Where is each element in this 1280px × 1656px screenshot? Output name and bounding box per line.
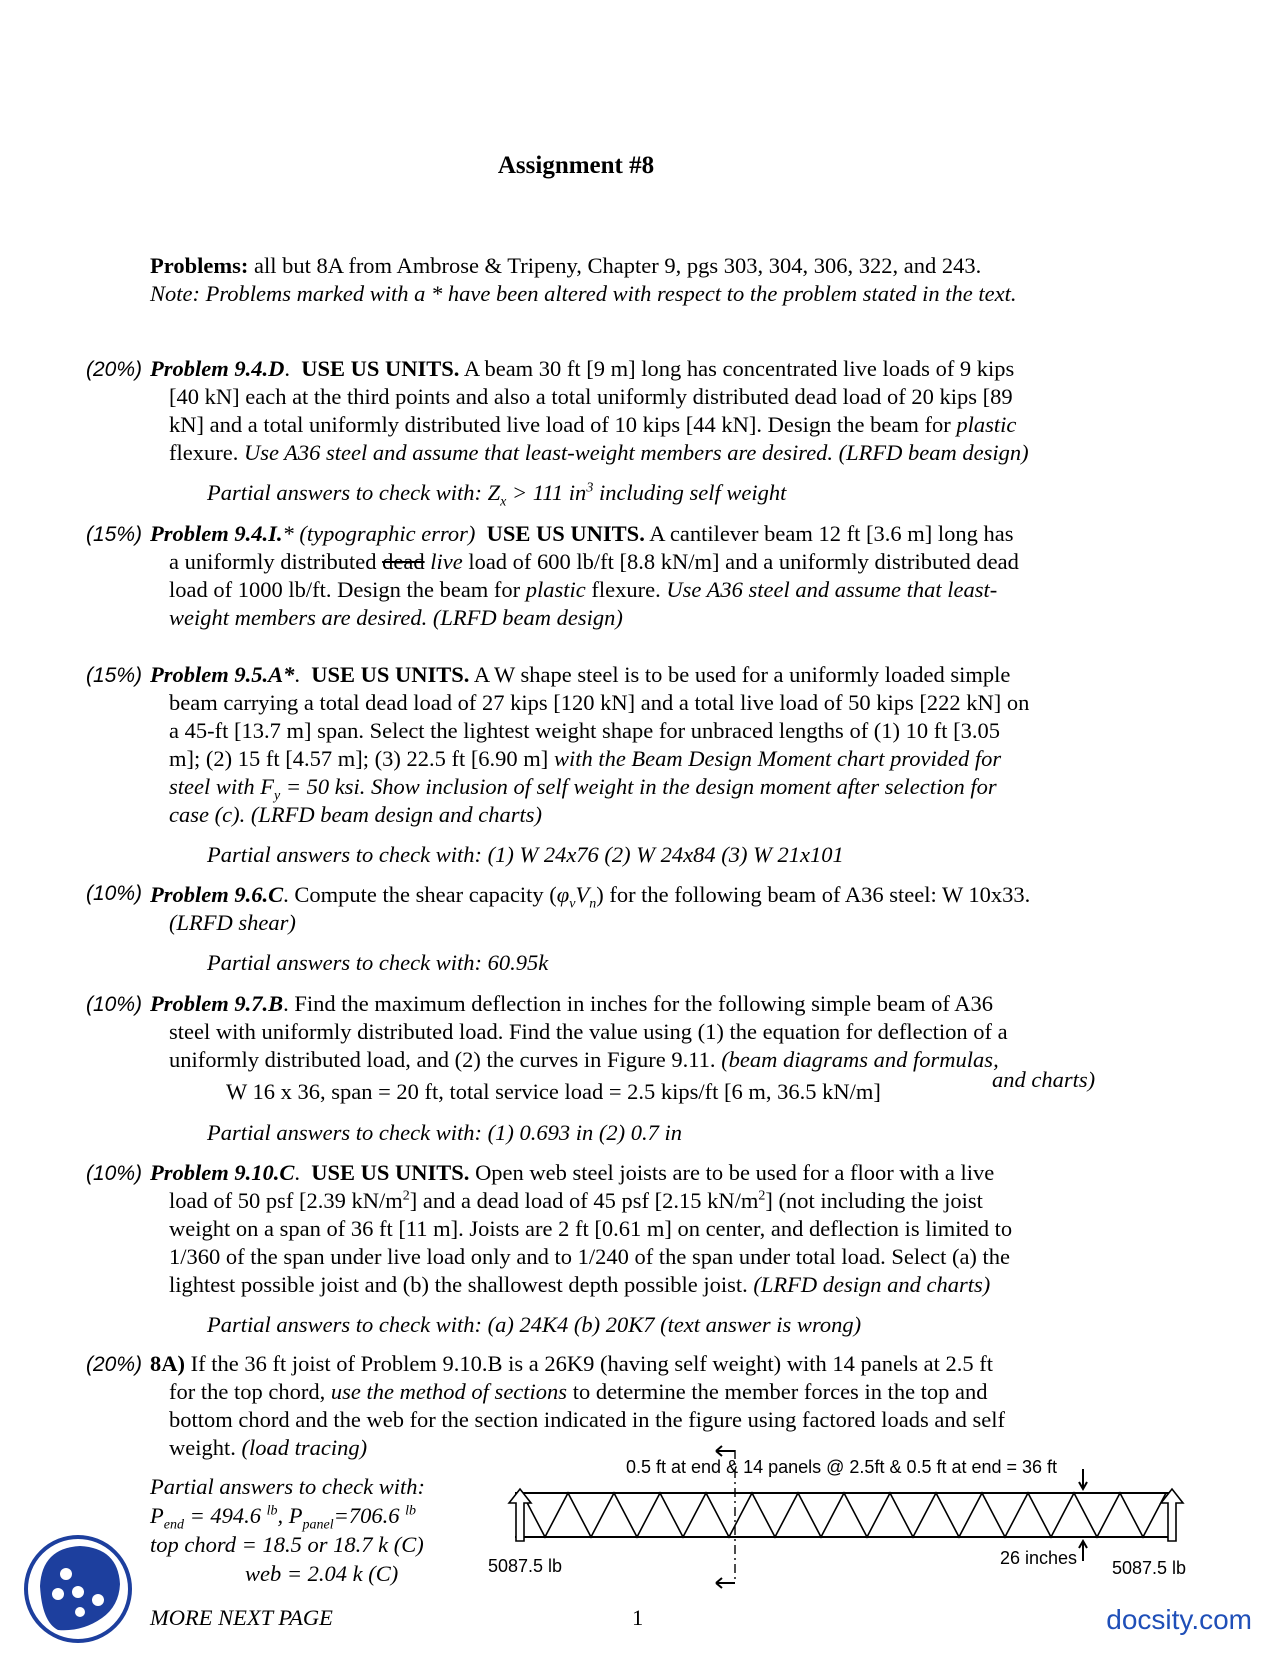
problem-6-line-2: load of 50 psf [2.39 $kN/m^2$] and a dead load of 45 psf [2.15 $kN/m^2$] (not including the joist [169, 1188, 983, 1213]
span-label: 0.5 ft at end & 14 panels @ 2.5ft & 0.5 ft at end = 36 ft [626, 1457, 1058, 1477]
problem-4-answer: Partial answers to check with: 60.95k [207, 950, 549, 975]
problem-1-line-1: Problem 9.4.D. USE US UNITS. A beam 30 ft [9 m] long has concentrated live loads of 9 kips [150, 356, 1015, 381]
problem-1-name: Problem 9.4.D [150, 356, 285, 381]
problem-4-name: Problem 9.6.C [150, 882, 284, 907]
problem-7-percent: (20%) [86, 1353, 143, 1376]
problem-1-line-3: kN] and a total uniformly distributed live load of 10 kips [44 kN]. Design the beam for plastic [169, 412, 1017, 437]
section-arrow-bottom [716, 1578, 735, 1588]
problem-4-percent: (10%) [86, 882, 143, 905]
problem-5-line-4: W 16 x 36, span = 20 ft, total service load = 2.5 kips/ft [6 m, 36.5 kN/m] [226, 1079, 881, 1104]
depth-arrow-bottom [1079, 1541, 1087, 1561]
problem-5-name: Problem 9.7.B [150, 991, 284, 1016]
right-reaction-label: 5087.5 lb [1112, 1558, 1187, 1578]
problem-1-units: USE US UNITS. [301, 356, 460, 381]
problem-3-answer: Partial answers to check with: (1) W 24x76 (2) W 24x84 (3) W 21x101 [207, 842, 844, 867]
problem-4-line-2: (LRFD shear) [169, 910, 296, 935]
problem-6-line-3: weight on a span of 36 ft [11 m]. Joists are 2 ft [0.61 m] on center, and deflection is limited to [169, 1216, 1013, 1241]
intro-note: Note: Problems marked with a * have been altered with respect to the problem stated in the text. [150, 281, 1017, 306]
problem-7-line-1: 8A) If the 36 ft joist of Problem 9.10.B is a 26K9 (having self weight) with 14 panels at 2.5 ft [150, 1351, 994, 1376]
problem-6-line-1: Problem 9.10.C. USE US UNITS. Open web steel joists are to be used for a floor with a live [150, 1160, 995, 1185]
docsity-brand-link[interactable]: docsity.com [1106, 1604, 1252, 1635]
problem-7-answer-4: web = 2.04 k (C) [245, 1561, 399, 1586]
problem-2-line-1: Problem 9.4.I.* (typographic error) USE US UNITS. A cantilever beam 12 ft [3.6 m] long has [150, 521, 1014, 546]
problem-7-line-3: bottom chord and the web for the section indicated in the figure using factored loads and self [169, 1407, 1005, 1432]
problem-1-line-2: [40 kN] each at the third points and also a total uniformly distributed dead load of 20 kips [89 [169, 384, 1013, 409]
intro-label: Problems: [150, 253, 249, 278]
problem-1-line-4: flexure. Use A36 steel and assume that least-weight members are desired. (LRFD beam design) [169, 440, 1029, 465]
problem-3-line-6: case (c). (LRFD beam design and charts) [169, 802, 543, 827]
problem-7-line-4: weight. (load tracing) [169, 1435, 368, 1460]
problem-6-answer: Partial answers to check with: (a) 24K4 (b) 20K7 (text answer is wrong) [207, 1312, 862, 1337]
docsity-logo-icon [22, 1534, 134, 1644]
depth-arrow-top [1079, 1469, 1087, 1489]
problem-3-line-5: steel with $F_y = 50$ ksi. Show inclusion of self weight in the design moment after selection for [169, 774, 997, 804]
section-arrow-top [716, 1446, 735, 1456]
depth-label: 26 inches [1000, 1548, 1078, 1568]
problem-7-name: 8A) [150, 1351, 185, 1376]
page-number: 1 [632, 1605, 644, 1630]
problem-2-line-3: load of 1000 lb/ft. Design the beam for plastic flexure. Use A36 steel and assume that least- [169, 577, 998, 602]
problem-6-percent: (10%) [86, 1162, 143, 1185]
problem-6-name: Problem 9.10.C [150, 1160, 295, 1185]
problem-5-line-2: steel with uniformly distributed load. Find the value using (1) the equation for deflection of a [169, 1019, 1008, 1044]
problem-5-answer: Partial answers to check with: (1) 0.693 in (2) 0.7 in [207, 1120, 682, 1145]
problem-7-answer-1: Partial answers to check with: [150, 1474, 425, 1499]
problem-1-percent: (20%) [86, 358, 143, 381]
problem-3-line-1: Problem 9.5.A*. USE US UNITS. A W shape steel is to be used for a uniformly loaded simple [150, 662, 1011, 687]
problem-7-answer-3: top chord = 18.5 or 18.7 k (C) [150, 1532, 424, 1557]
problem-2-line-2: a uniformly distributed dead live load of 600 lb/ft [8.8 kN/m] and a uniformly distributed dead [169, 549, 1019, 574]
problem-6-line-5: lightest possible joist and (b) the shallowest depth possible joist. (LRFD design and charts) [169, 1272, 991, 1297]
problem-2-name: Problem 9.4.I. [150, 521, 283, 546]
problem-1-answer: Partial answers to check with: $Z_x > 111$ $in^3$ including self weight [207, 480, 787, 510]
problem-6-line-4: 1/360 of the span under live load only and to 1/240 of the span under total load. Select (a) the [169, 1244, 1011, 1269]
page-title: Assignment #8 [497, 152, 655, 179]
problem-2-percent: (15%) [86, 523, 143, 546]
problem-3-line-4: m]; (2) 15 ft [4.57 m]; (3) 22.5 ft [6.90 m] with the Beam Design Moment chart provided for [169, 746, 1002, 771]
problem-4-line-1: Problem 9.6.C. Compute the shear capacity $(\varphi_vV_n)$ for the following beam of A36 steel: W 10x33. [150, 882, 1031, 912]
left-reaction-arrow [509, 1489, 531, 1541]
problem-3-line-2: beam carrying a total dead load of 27 kips [120 kN] and a total live load of 50 kips [222 kN] on [169, 690, 1030, 715]
problem-3-name: Problem 9.5.A* [150, 662, 295, 687]
problem-5-line-1: Problem 9.7.B. Find the maximum deflection in inches for the following simple beam of A36 [150, 991, 993, 1016]
left-reaction-label: 5087.5 lb [488, 1556, 563, 1576]
problem-5-line-4b: and charts) [992, 1067, 1096, 1092]
problem-7-answer-2: $P_{end} = 494.6$ $^{lb}$, $P_{panel}=706.6$ $^{lb}$ [150, 1503, 416, 1533]
intro-text: all but 8A from Ambrose & Tripeny, Chapter 9, pgs 303, 304, 306, 322, and 243. [248, 253, 982, 278]
truss-web [522, 1493, 1166, 1537]
problem-3-line-3: a 45-ft [13.7 m] span. Select the lightest weight shape for unbraced lengths of (1) 10 ft [3.05 [169, 718, 1001, 743]
more-next-page: MORE NEXT PAGE [150, 1605, 333, 1630]
problem-7-line-2: for the top chord, use the method of sections to determine the member forces in the top and [169, 1379, 988, 1404]
problem-3-percent: (15%) [86, 664, 143, 687]
problem-2-line-4: weight members are desired. (LRFD beam design) [169, 605, 623, 630]
problem-5-line-3: uniformly distributed load, and (2) the curves in Figure 9.11. (beam diagrams and formulas, [169, 1047, 999, 1072]
web-members [522, 1493, 1166, 1537]
problem-5-percent: (10%) [86, 993, 143, 1016]
